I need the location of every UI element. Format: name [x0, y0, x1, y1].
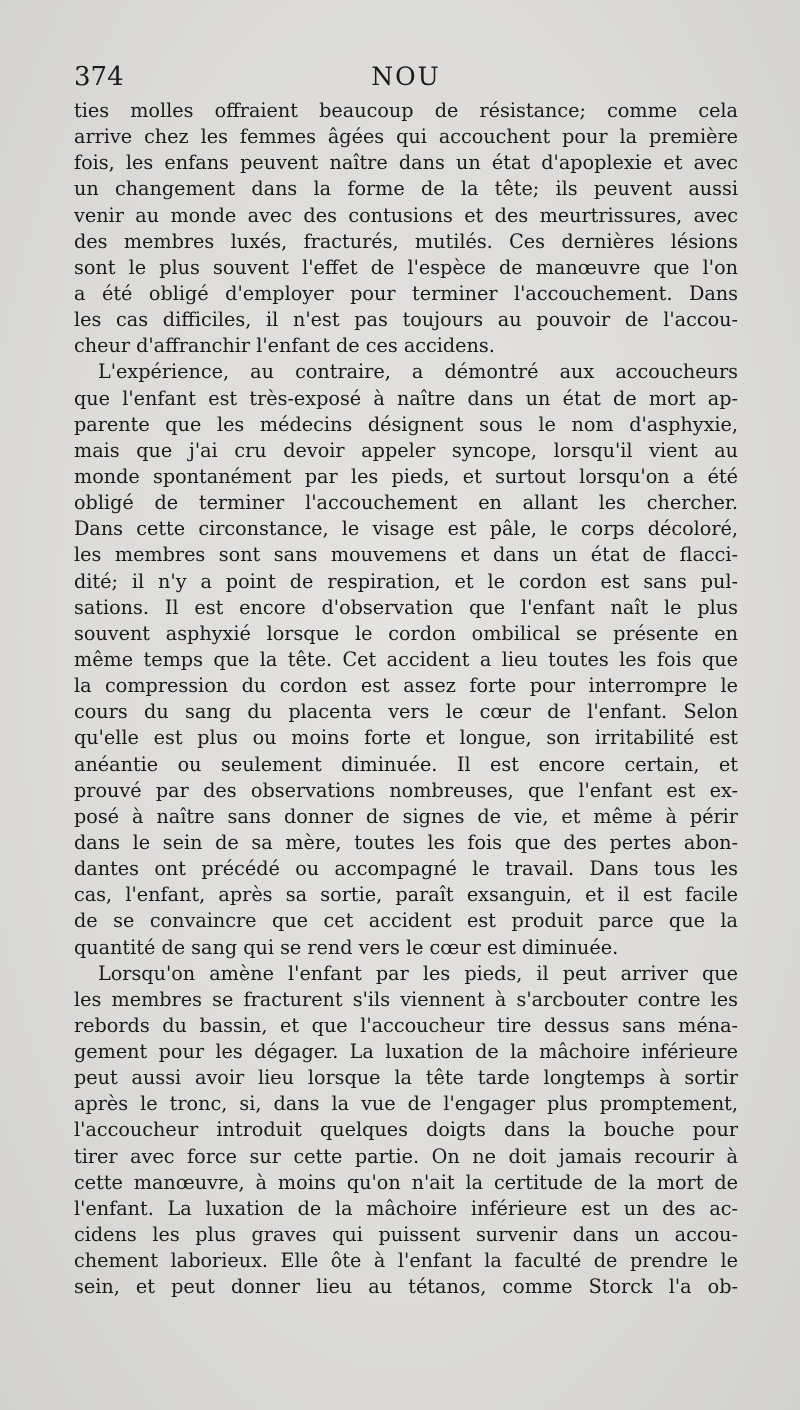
text-line: la compression du cordon est assez forte pour interrompre le — [74, 674, 738, 698]
paragraph — [74, 98, 738, 359]
paragraph — [74, 359, 738, 960]
text-line: les membres se fracturent s'ils viennent à s'arcbouter contre les — [74, 987, 738, 1011]
text-line: qu'elle est plus ou moins forte et longue, son irritabilité est — [74, 726, 738, 750]
text-line: même temps que la tête. Cet accident a lieu toutes les fois que — [74, 647, 738, 671]
text-line: souvent asphyxié lorsque le cordon ombilical se présente en — [74, 621, 738, 645]
text-line: quantité de sang qui se rend vers le cœur est diminuée. — [74, 935, 619, 959]
text-line: rebords du bassin, et que l'accoucheur tire dessus sans ména- — [74, 1013, 738, 1037]
text-line: de se convaincre que cet accident est produit parce que la — [74, 909, 738, 933]
text-line: l'accoucheur introduit quelques doigts dans la bouche pour — [74, 1118, 738, 1142]
text-line: sont le plus souvent l'effet de l'espèce de manœuvre que l'on — [74, 255, 738, 279]
text-line: dans le sein de sa mère, toutes les fois que des pertes abon- — [74, 830, 738, 854]
running-head — [74, 62, 738, 92]
text-line: dantes ont précédé ou accompagné le travail. Dans tous les — [74, 857, 738, 881]
text-line: cheur d'affranchir l'enfant de ces accidens. — [74, 334, 495, 358]
text-line: prouvé par des observations nombreuses, que l'enfant est ex- — [74, 778, 738, 802]
text-line: arrive chez les femmes âgées qui accouchent pour la première — [74, 125, 738, 149]
section-heading: NOU — [371, 62, 441, 91]
text-line: après le tronc, si, dans la vue de l'engager plus promptement, — [74, 1092, 738, 1116]
text-line: cours du sang du placenta vers le cœur de l'enfant. Selon — [74, 700, 738, 724]
text-line: tirer avec force sur cette partie. On ne doit jamais recourir à — [74, 1144, 738, 1168]
text-line: chement laborieux. Elle ôte à l'enfant la faculté de prendre le — [74, 1249, 738, 1273]
text-line: monde spontanément par les pieds, et surtout lorsqu'on a été — [74, 464, 738, 488]
text-line: L'expérience, au contraire, a démontré aux accoucheurs — [98, 360, 738, 384]
text-line: parente que les médecins désignent sous le nom d'asphyxie, — [74, 412, 738, 436]
text-line: obligé de terminer l'accouchement en allant les chercher. — [74, 491, 738, 515]
text-line: un changement dans la forme de la tête; ils peuvent aussi — [74, 177, 738, 201]
paragraph — [74, 961, 738, 1301]
text-line: cidens les plus graves qui puissent survenir dans un accou- — [74, 1223, 738, 1247]
text-line: anéantie ou seulement diminuée. Il est encore certain, et — [74, 752, 738, 776]
text-line: que l'enfant est très-exposé à naître dans un état de mort ap- — [74, 386, 738, 410]
text-line: ties molles offraient beaucoup de résistance; comme cela — [74, 99, 738, 122]
text-line: a été obligé d'employer pour terminer l'accouchement. Dans — [74, 281, 738, 305]
text-line: fois, les enfans peuvent naître dans un état d'apoplexie et avec — [74, 151, 738, 175]
text-line: Lorsqu'on amène l'enfant par les pieds, il peut arriver que — [98, 961, 738, 985]
text-line: cette manœuvre, à moins qu'on n'ait la certitude de la mort de — [74, 1170, 738, 1194]
text-line: venir au monde avec des contusions et des meurtrissures, avec — [74, 203, 738, 227]
body-text — [74, 98, 738, 1300]
text-line: Dans cette circonstance, le visage est pâle, le corps décoloré, — [74, 517, 738, 541]
text-line: sations. Il est encore d'observation que l'enfant naît le plus — [74, 595, 738, 619]
text-line: dité; il n'y a point de respiration, et le cordon est sans pul- — [74, 569, 738, 593]
page-number: 374 — [74, 62, 124, 92]
text-line: posé à naître sans donner de signes de vie, et même à périr — [74, 804, 738, 828]
text-line: gement pour les dégager. La luxation de la mâchoire inférieure — [74, 1040, 738, 1064]
text-line: les membres sont sans mouvemens et dans un état de flacci- — [74, 543, 738, 567]
text-line: l'enfant. La luxation de la mâchoire inférieure est un des ac- — [74, 1196, 738, 1220]
text-line: sein, et peut donner lieu au tétanos, comme Storck l'a ob- — [74, 1275, 738, 1299]
text-line: cas, l'enfant, après sa sortie, paraît exsanguin, et il est facile — [74, 883, 738, 907]
text-line: mais que j'ai cru devoir appeler syncope, lorsqu'il vient au — [74, 438, 738, 462]
text-line: des membres luxés, fracturés, mutilés. Ces dernières lésions — [74, 229, 738, 253]
text-line: les cas difficiles, il n'est pas toujours au pouvoir de l'accou- — [74, 308, 738, 332]
text-line: peut aussi avoir lieu lorsque la tête tarde longtemps à sortir — [74, 1066, 738, 1090]
